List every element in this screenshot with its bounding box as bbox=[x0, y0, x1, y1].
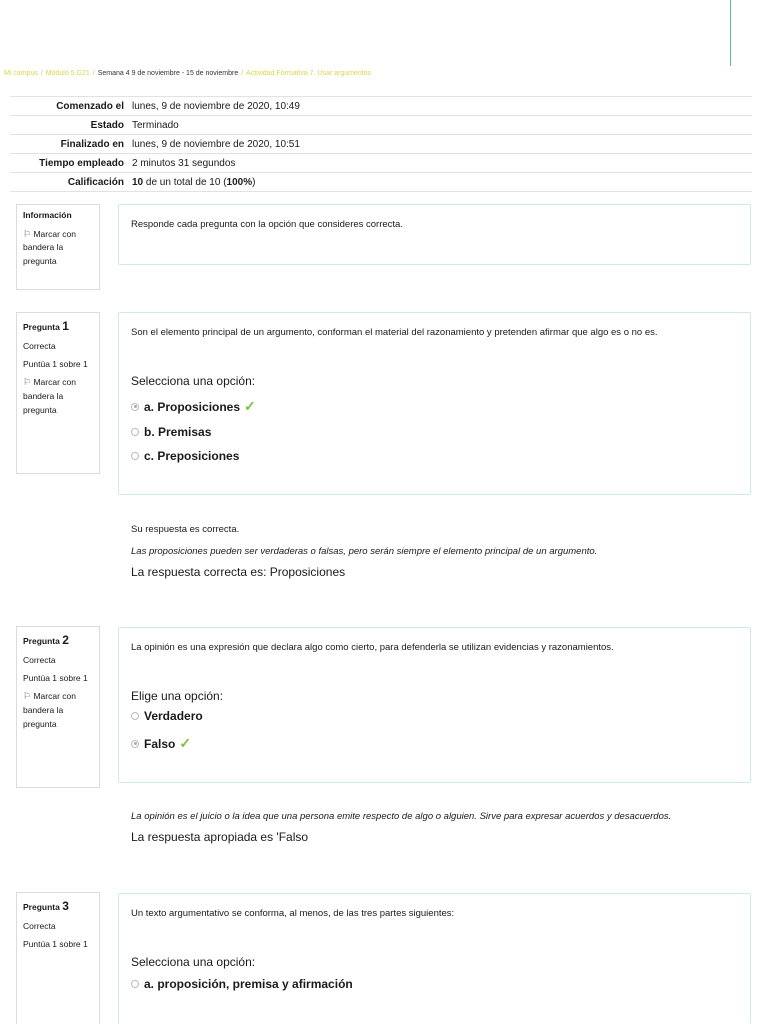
question-marks: Puntúa 1 sobre 1 bbox=[23, 938, 88, 949]
question-prompt: Un texto argumentativo se conforma, al menos, de las tres partes siguientes: bbox=[131, 908, 455, 919]
option-label: Falso bbox=[144, 736, 176, 751]
summary-label: Comenzado el bbox=[10, 97, 128, 116]
flag-question-link[interactable] bbox=[23, 375, 93, 417]
select-label: Elige una opción: bbox=[131, 689, 224, 703]
breadcrumb-separator: / bbox=[92, 70, 95, 77]
question-heading bbox=[23, 897, 93, 916]
summary-value: Terminado bbox=[128, 116, 752, 135]
question-heading bbox=[23, 631, 93, 650]
question-info-2 bbox=[16, 626, 100, 788]
question-info-3 bbox=[16, 892, 100, 1024]
breadcrumb-link-campus[interactable]: Mi campus bbox=[4, 70, 38, 77]
grade-score: 10 bbox=[132, 176, 144, 188]
summary-value: lunes, 9 de noviembre de 2020, 10:49 bbox=[128, 97, 752, 116]
answer-option-a[interactable] bbox=[131, 398, 738, 415]
flag-question-link[interactable] bbox=[23, 227, 93, 269]
question-marks: Puntúa 1 sobre 1 bbox=[23, 358, 88, 369]
question-number: 3 bbox=[62, 899, 69, 913]
radio-unselected[interactable] bbox=[131, 980, 139, 988]
summary-value: 2 minutos 31 segundos bbox=[128, 154, 752, 173]
radio-unselected[interactable] bbox=[131, 452, 139, 460]
summary-label: Estado bbox=[10, 116, 128, 135]
header-divider bbox=[730, 0, 731, 66]
question-prompt: La opinión es una expresión que declara algo como cierto, para defenderla se utilizan evidencias y razonamientos. bbox=[131, 642, 614, 653]
summary-row bbox=[10, 135, 752, 154]
answer-option-b[interactable] bbox=[131, 425, 738, 439]
question-feedback-1 bbox=[131, 524, 597, 579]
flag-icon: ⚐ bbox=[23, 228, 32, 239]
feedback-status: Su respuesta es correcta. bbox=[131, 524, 240, 535]
select-label: Selecciona una opción: bbox=[131, 374, 256, 388]
question-word: Pregunta bbox=[23, 322, 60, 332]
feedback-general: Las proposiciones pueden ser verdaderas o falsas, pero serán siempre el elemento principal de un argumento. bbox=[131, 546, 598, 557]
info-sidebar bbox=[16, 204, 100, 290]
radio-selected[interactable] bbox=[131, 740, 139, 748]
grade-percent: 100% bbox=[226, 176, 253, 188]
grade-value bbox=[128, 173, 752, 192]
answer-option-true[interactable] bbox=[131, 709, 738, 723]
question-marks: Puntúa 1 sobre 1 bbox=[23, 672, 88, 683]
question-content-2 bbox=[118, 627, 751, 783]
radio-unselected[interactable] bbox=[131, 712, 139, 720]
attempt-summary bbox=[10, 96, 752, 192]
summary-row bbox=[10, 154, 752, 173]
question-prompt: Son el elemento principal de un argumento, conforman el material del razonamiento y pretenden afirmar que algo es o no es. bbox=[131, 327, 658, 338]
grade-close: ) bbox=[252, 176, 256, 188]
feedback-general: La opinión es el juicio o la idea que una persona emite respecto de algo o alguien. Sirve para expresar acuerdos y desacuerdos. bbox=[131, 811, 672, 822]
summary-row bbox=[10, 116, 752, 135]
info-text: Responde cada pregunta con la opción que consideres correcta. bbox=[131, 219, 403, 230]
question-heading bbox=[23, 317, 93, 336]
grade-total: de un total de 10 ( bbox=[143, 176, 227, 188]
option-label: c. Preposiciones bbox=[144, 449, 240, 463]
right-answer: La respuesta correcta es: Proposiciones bbox=[131, 565, 346, 579]
question-number: 1 bbox=[62, 319, 69, 333]
summary-row bbox=[10, 97, 752, 116]
radio-unselected[interactable] bbox=[131, 428, 139, 436]
breadcrumb-separator: / bbox=[40, 70, 43, 77]
breadcrumb-link-module[interactable]: Módulo 5 G21 bbox=[45, 70, 90, 77]
answer-option-c[interactable] bbox=[131, 449, 738, 463]
question-content-1 bbox=[118, 312, 751, 495]
option-label: Verdadero bbox=[144, 709, 203, 723]
question-word: Pregunta bbox=[23, 902, 60, 912]
correct-check-icon: ✓ bbox=[179, 735, 192, 751]
summary-row-grade bbox=[10, 173, 752, 192]
answer-option-false[interactable] bbox=[131, 735, 738, 752]
summary-label: Tiempo empleado bbox=[10, 154, 128, 173]
select-label: Selecciona una opción: bbox=[131, 955, 256, 969]
info-title: Información bbox=[23, 210, 72, 220]
option-label: a. Proposiciones bbox=[144, 399, 241, 414]
correct-check-icon: ✓ bbox=[244, 398, 256, 414]
flag-label: Marcar con bandera la pregunta bbox=[23, 691, 76, 729]
question-feedback-2 bbox=[131, 801, 671, 844]
info-content bbox=[118, 204, 751, 265]
option-label: a. proposición, premisa y afirmación bbox=[144, 977, 353, 991]
flag-icon: ⚐ bbox=[23, 691, 32, 702]
option-label: b. Premisas bbox=[144, 425, 212, 439]
question-info-1 bbox=[16, 312, 100, 474]
question-state: Correcta bbox=[23, 341, 56, 352]
flag-question-link[interactable] bbox=[23, 689, 93, 731]
flag-icon: ⚐ bbox=[23, 377, 32, 388]
summary-label: Finalizado en bbox=[10, 135, 128, 154]
flag-label: Marcar con bandera la pregunta bbox=[23, 228, 76, 266]
radio-selected[interactable] bbox=[131, 403, 139, 411]
question-state: Correcta bbox=[23, 921, 56, 932]
breadcrumb bbox=[4, 70, 371, 77]
flag-label: Marcar con bandera la pregunta bbox=[23, 377, 76, 415]
right-answer: La respuesta apropiada es 'Falso bbox=[131, 830, 309, 844]
question-number: 2 bbox=[62, 633, 69, 647]
answer-option-a[interactable] bbox=[131, 977, 738, 991]
breadcrumb-separator: / bbox=[241, 70, 244, 77]
breadcrumb-link-week[interactable]: Semana 4 9 de noviembre - 15 de noviembre bbox=[97, 70, 239, 77]
question-word: Pregunta bbox=[23, 636, 60, 646]
grade-label: Calificación bbox=[10, 173, 128, 192]
question-state: Correcta bbox=[23, 655, 56, 666]
summary-value: lunes, 9 de noviembre de 2020, 10:51 bbox=[128, 135, 752, 154]
question-content-3 bbox=[118, 893, 751, 1024]
breadcrumb-link-activity[interactable]: Actividad Formativa 7. Usar argumentos bbox=[246, 70, 372, 77]
